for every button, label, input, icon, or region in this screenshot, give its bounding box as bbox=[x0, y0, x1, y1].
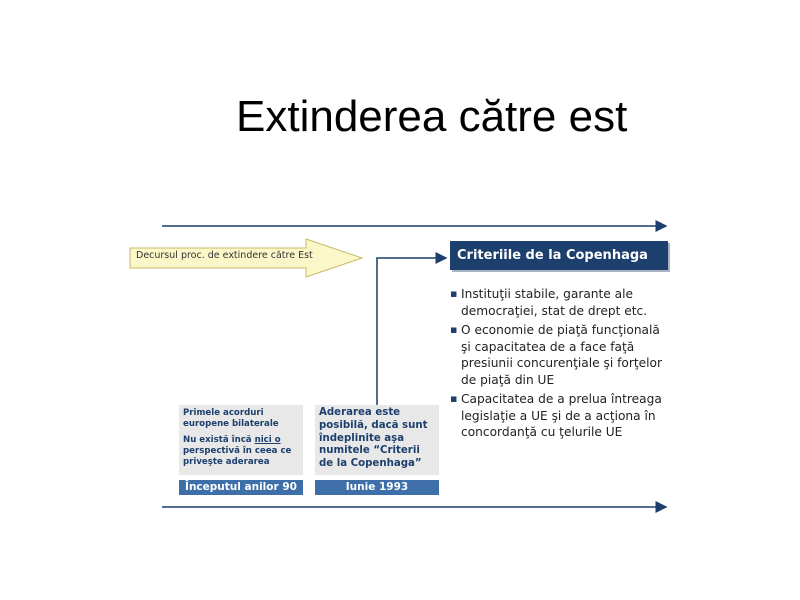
criteria-header: Criteriile de la Copenhaga bbox=[450, 241, 668, 270]
milestone-text-accession: Aderarea este posibilă, dacă sunt îndeplinite aşa numitele “Criterii de la Copenhaga” bbox=[319, 407, 428, 470]
criteria-connector bbox=[377, 258, 446, 405]
milestone-text-agreements: Primele acorduri europene bilaterale bbox=[183, 408, 279, 429]
criteria-item: ▪ O economie de piaţă funcţională şi capacitatea de a face faţă presiunii concurenţiale şi forţelor de piaţă din UE bbox=[450, 323, 662, 387]
milestone-text-no-perspective: Nu există încă nici o perspectivă în ceea ce priveşte aderarea bbox=[183, 435, 292, 467]
bullet-icon: ▪ bbox=[450, 323, 458, 336]
process-arrow-label: Decursul proc. de extindere către Est bbox=[136, 250, 313, 261]
criteria-item: ▪ Capacitatea de a prelua întreaga legislaţie a UE şi de a acţiona în concordanţă cu ţelurile UE bbox=[450, 392, 662, 439]
milestone-box-early-90s bbox=[179, 405, 303, 475]
period-tag-early-90s: Începutul anilor 90 bbox=[179, 480, 303, 495]
slide-title: Extinderea către est bbox=[236, 92, 628, 141]
bullet-icon: ▪ bbox=[450, 287, 458, 300]
period-tag-june-1993: Iunie 1993 bbox=[315, 480, 439, 495]
criteria-item: ▪ Instituţii stabile, garante ale democraţiei, stat de drept etc. bbox=[450, 287, 648, 318]
criteria-list bbox=[450, 286, 665, 444]
bullet-icon: ▪ bbox=[450, 392, 458, 405]
milestone-box-june-1993 bbox=[315, 405, 439, 475]
